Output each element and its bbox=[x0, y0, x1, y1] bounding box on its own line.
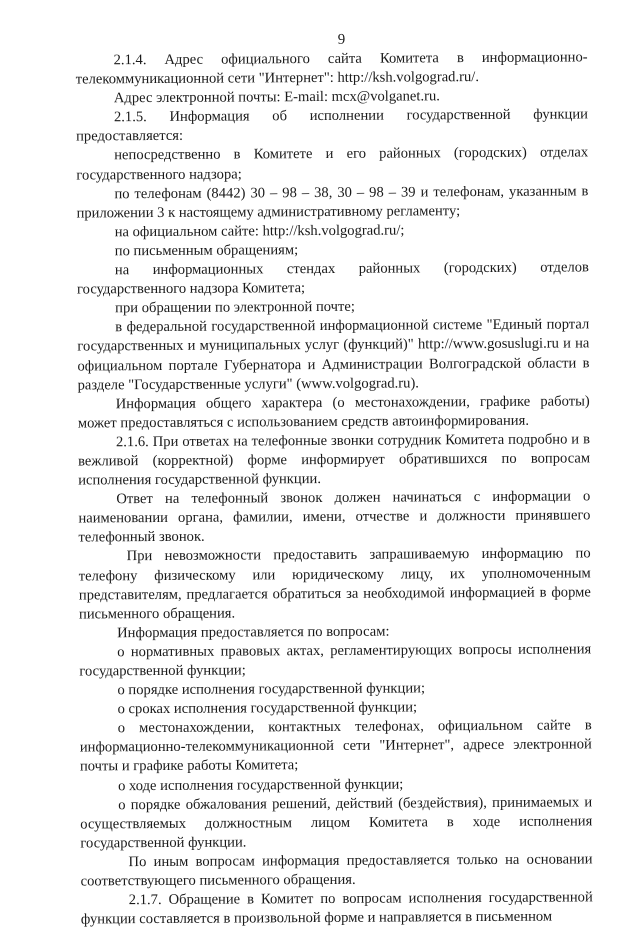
paragraph: о нормативных правовых актах, регламентирующих вопросы исполнения государственной функции; bbox=[79, 641, 592, 680]
paragraph: о порядке исполнения государственной функции; bbox=[117, 680, 426, 699]
paragraph: по телефонам (8442) 30 – 98 – 38, 30 – 98 – 39 и телефонам, указанным в приложении 3 к настоящему административному регламенту; bbox=[76, 183, 589, 222]
paragraph: По иным вопросам информация предоставляется только на основании соответствующего письменного обращения. bbox=[80, 851, 593, 890]
paragraph: Ответ на телефонный звонок должен начинаться с информации о наименовании органа, фамилии, имени, отчестве и должности принявшего телефонный звонок. bbox=[78, 488, 591, 546]
paragraph: о местонахождении, контактных телефонах, официальном сайте в информационно-телекоммуникационной сети "Интернет", адресе электронной почты и графике работы Комитета; bbox=[79, 717, 592, 775]
paragraph: 2.1.6. При ответах на телефонные звонки сотрудник Комитета подробно и в вежливой (корректной) форме информирует обратившихся по вопросам исполнения государственной функции. bbox=[78, 431, 591, 489]
paragraph: При невозможности предоставить запрашиваемую информацию по телефону физическому или юридическому лицу, их уполномоченным представителям, предлагается обратиться за необходимой информацией в форме письменного обращения. bbox=[78, 545, 591, 623]
document-body bbox=[76, 48, 593, 929]
paragraph: на официальном сайте: http://ksh.volgograd.ru/; bbox=[114, 222, 405, 241]
paragraph: о сроках исполнения государственной функции; bbox=[117, 699, 418, 718]
paragraph: Информация предоставляется по вопросам: bbox=[117, 623, 390, 642]
paragraph: Адрес электронной почты: E-mail: mcx@volganet.ru. bbox=[113, 88, 440, 107]
paragraph: в федеральной государственной информационной системе "Единый портал государственных и муниципальных услуг (функций)" http://www.gosuslugi.ru и на официальном портале Губернатора и Администрации Волгоградской области в разделе "Государственные услуги" (www.volgograd.ru). bbox=[77, 316, 590, 394]
paragraph: Информация общего характера (о местонахождении, графике работы) может предоставляться с использованием средств автоинформирования. bbox=[77, 393, 590, 432]
page-number: 9 bbox=[337, 31, 346, 48]
paragraph: при обращении по электронной почте; bbox=[115, 299, 355, 317]
paragraph: непосредственно в Комитете и его районных (городских) отделах государственного надзора; bbox=[76, 144, 589, 184]
paragraph: о порядке обжалования решений, действий (бездействия), принимаемых и осуществляемых должностным лицом Комитета в ходе исполнения государственной функции. bbox=[80, 794, 593, 852]
paragraph: 2.1.5. Информация об исполнении государственной функции предоставляется: bbox=[76, 106, 589, 145]
paragraph: 2.1.4. Адрес официального сайта Комитета в информационно-телекоммуникационной сети "Интернет": http://ksh.volgograd.ru/. bbox=[75, 49, 588, 88]
paragraph: по письменным обращениям; bbox=[114, 242, 299, 260]
paragraph: 2.1.7. Обращение в Комитет по вопросам исполнения государственной функции составляется в произвольной форме и направляется в письменном bbox=[80, 889, 593, 928]
paragraph: на информационных стендах районных (городских) отделов государственного надзора Комитета; bbox=[76, 259, 589, 298]
paragraph: о ходе исполнения государственной функции; bbox=[117, 776, 404, 794]
